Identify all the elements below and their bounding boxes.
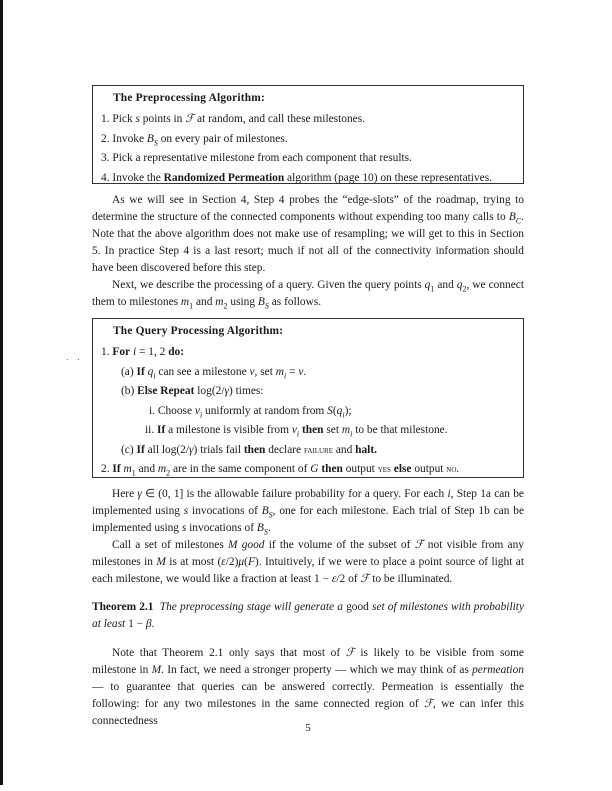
algorithm-substep: (b) Else Repeat log(2/γ) times:	[121, 385, 264, 397]
keyword: For	[112, 346, 131, 358]
theorem-label: Theorem 2.1	[92, 601, 154, 613]
algorithm-step	[93, 169, 523, 189]
preprocessing-algorithm-box	[92, 85, 524, 184]
algorithm-step	[93, 130, 523, 150]
step-number: 4.	[101, 171, 110, 184]
body-paragraph	[92, 645, 524, 730]
algorithm-step: 2. If $m_1$ and $m_2$ are in the same component of G then output yes else output no.	[101, 463, 460, 478]
step-text: Pick a representative milestone from each component that results.	[112, 152, 412, 164]
algorithm-step: 1. For i = 1, 2 do:	[101, 346, 185, 358]
keyword: do:	[168, 346, 185, 358]
step-number: ii.	[145, 424, 155, 436]
paragraph-text: Call a set of milestones M good if the volume of the subset of ℱ not visible from any milestones in M is at most (ε/2)μ(F). Intuitively, if we were to place a point source of light at each milestone, we would like a fraction at least 1 − ε/2 of ℱ to be illuminated.	[92, 539, 524, 585]
step-number: i.	[149, 404, 156, 417]
keyword: then	[301, 424, 324, 436]
theorem-text: Theorem 2.1 The preprocessing stage will generate a good set of milestones with probability at least 1 − β.	[92, 601, 525, 630]
keyword: halt.	[355, 443, 377, 456]
algorithm-subsubstep: i. Choose $v_i$ uniformly at random from $S(q_i)$;	[149, 404, 352, 419]
keyword: If	[157, 424, 166, 436]
step-text: Invoke the	[112, 171, 164, 184]
paragraph-text: Next, we describe the processing of a query. Given the query points $q_1$ and $q_2$, we connect them to milestones $m_1$ and $m_2$ using $B_S$ as follows.	[92, 279, 524, 311]
algorithm-name: Randomized Permeation	[163, 171, 285, 184]
step-number: (c)	[121, 443, 134, 456]
step-number: 3.	[101, 152, 110, 164]
step-number: (a)	[121, 365, 134, 378]
paragraph-text: As we will see in Section 4, Step 4 probes the “edge-slots” of the roadmap, trying to determine the structure of the connected components without expending too many calls to $B_C$. Note that the above algorithm does not make use of resampling; we will get to this in Section 5. In practice Step 4 is a last resort; much if not all of the connectivity information should have been discovered before this step.	[92, 194, 524, 274]
step-text: Pick s points in ℱ at random, and call these milestones.	[112, 113, 365, 125]
query-processing-algorithm-box	[92, 318, 524, 478]
body-paragraph	[92, 192, 524, 311]
small-caps-term: failure	[303, 444, 333, 456]
keyword: else	[390, 463, 412, 475]
keyword: If	[112, 463, 121, 475]
paragraph-text: Note that Theorem 2.1 only says that most of ℱ is likely to be visible from some milestone in M. In fact, we need a stronger property — which we may think of as permeation — to guarantee that queries can be answered correctly. Permeation is essentially the following: for any two milestones in the same connected region of ℱ, we can infer this connectedness	[92, 647, 524, 727]
algorithm-substep: (a) If $q_i$ can see a milestone v, set $m_i = v$.	[121, 365, 307, 380]
algorithm-subsubstep: ii. If a milestone is visible from $v_i$ then set $m_i$ to be that milestone.	[145, 424, 448, 439]
step-text: Invoke $B_S$ on every pair of milestones.	[112, 132, 288, 147]
keyword: Else Repeat	[137, 385, 195, 397]
step-number: 2.	[101, 132, 110, 145]
box-title: The Preprocessing Algorithm:	[113, 92, 265, 104]
step-number: 1.	[101, 346, 110, 358]
algorithm-substep: (c) If all log(2/γ) trials fail then declare failure and halt.	[121, 443, 377, 456]
keyword: then	[321, 463, 343, 475]
body-paragraph	[92, 486, 524, 588]
algorithm-step	[93, 110, 523, 130]
algorithm-step	[93, 149, 523, 169]
step-number: (b)	[121, 385, 135, 397]
step-text: algorithm (page 10) on these representatives.	[284, 171, 492, 184]
margin-marks: . .	[66, 353, 83, 362]
keyword: If	[136, 365, 145, 378]
step-number: 2.	[101, 463, 110, 475]
page-number: 5	[305, 722, 311, 734]
small-caps-term: no.	[446, 464, 460, 475]
scan-edge-bar	[0, 0, 3, 785]
step-number: 1.	[101, 113, 110, 125]
keyword: If	[136, 443, 145, 456]
keyword: then	[243, 443, 266, 456]
small-caps-term: yes	[377, 464, 391, 475]
theorem-block	[92, 599, 524, 633]
paragraph-text: Here γ ∈ (0, 1] is the allowable failure probability for a query. For each i, Step 1a can be implemented using s invocations of $B_S$, one for each milestone. Each trial of Step 1b can be implemented using s invocations of $B_S$.	[92, 488, 524, 537]
box-title: The Query Processing Algorithm:	[113, 325, 284, 337]
